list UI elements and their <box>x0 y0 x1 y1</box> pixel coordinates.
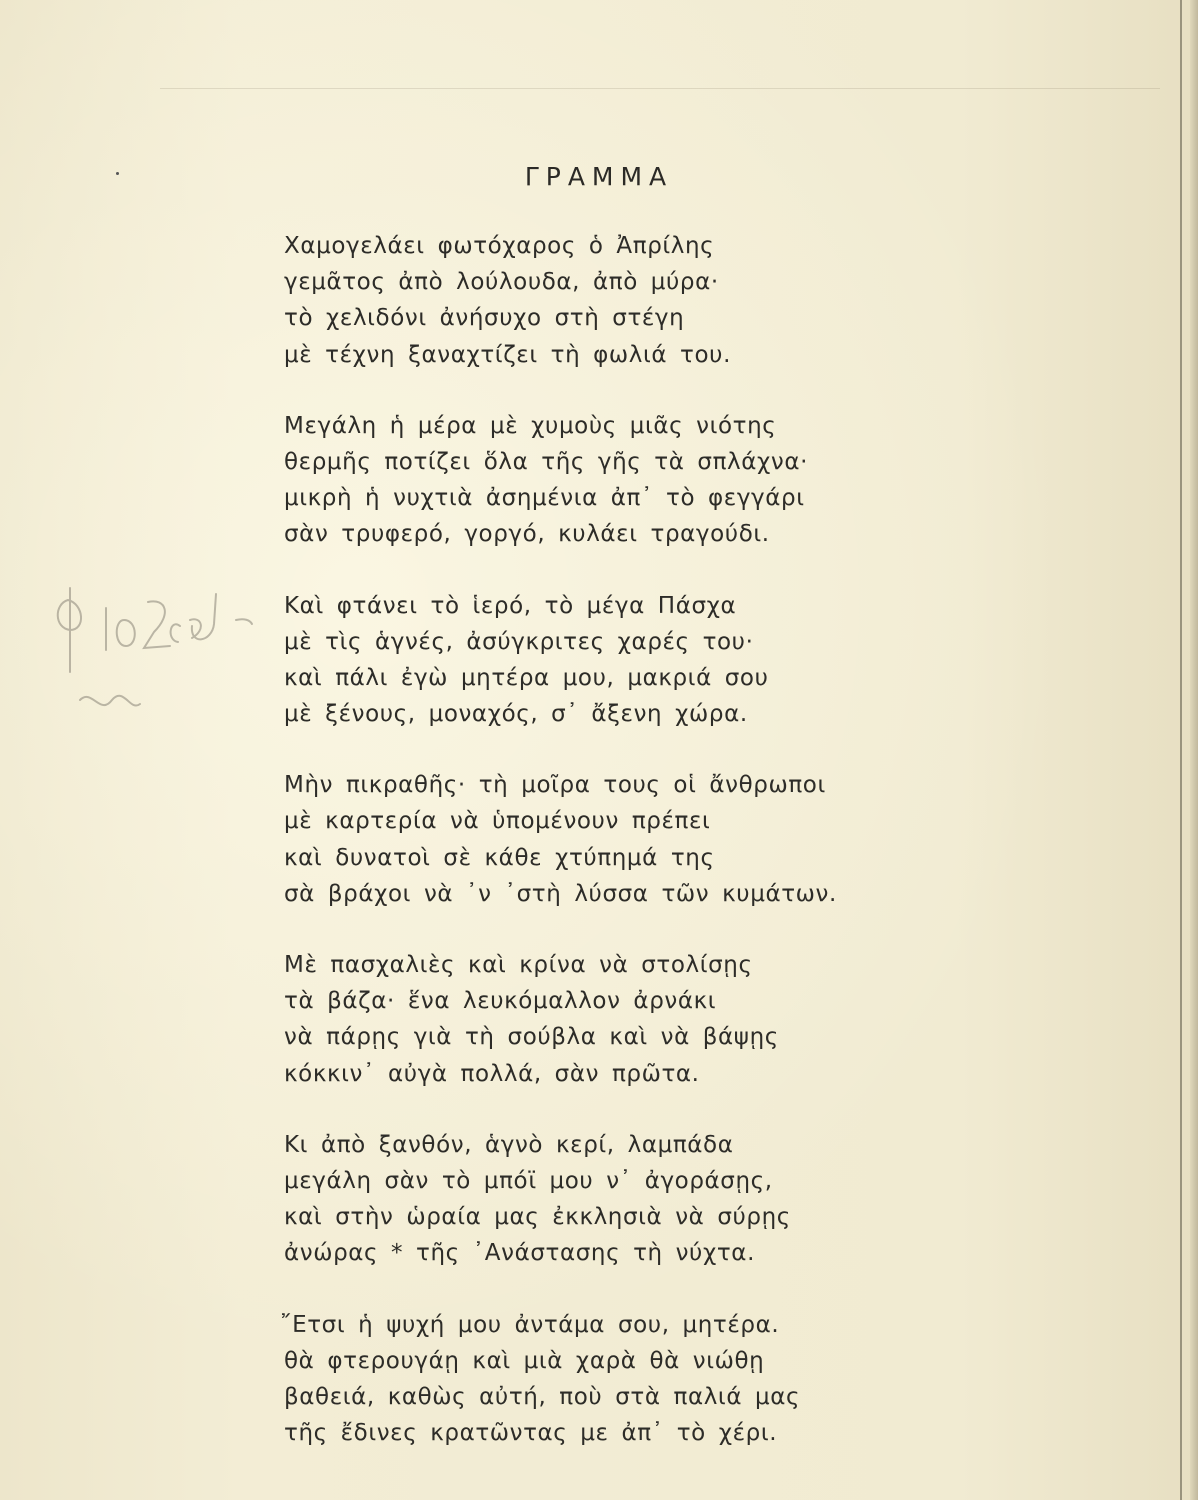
poem-line: κόκκιν᾽ αὐγὰ πολλά, σὰν πρῶτα. <box>284 1060 700 1087</box>
poem-line: θὰ φτερουγάῃ καὶ μιὰ χαρὰ θὰ νιώθῃ <box>284 1347 765 1374</box>
pencil-scribble-icon <box>40 580 290 740</box>
poem-line: τὸ χελιδόνι ἀνήσυχο στὴ στέγη <box>284 305 685 332</box>
poem-line: Μὴν πικραθῆς· τὴ μοῖρα τους οἱ ἄνθρωποι <box>284 772 826 799</box>
poem-line: βαθειά, καθὼς αὐτή, ποὺ στὰ παλιά μας <box>284 1383 801 1410</box>
poem-line: ῎Ετσι ἡ ψυχή μου ἀντάμα σου, μητέρα. <box>280 1311 780 1338</box>
poem-line: μεγάλη σὰν τὸ μπόϊ μου ν᾽ ἀγοράσῃς, <box>284 1167 773 1194</box>
poem-line: μὲ ξένους, μοναχός, σ᾽ ἄξενη χώρα. <box>284 701 748 728</box>
stanza <box>284 588 924 733</box>
poem-line: τὰ βάζα· ἕνα λευκόμαλλον ἀρνάκι <box>284 988 717 1015</box>
poem-line: καὶ δυνατοὶ σὲ κάθε χτύπημά της <box>284 844 715 871</box>
stanza <box>284 947 924 1092</box>
poem-title: ΓΡΑΜΜΑ <box>524 162 674 191</box>
poem-line: θερμῆς ποτίζει ὅλα τῆς γῆς τὰ σπλάχνα· <box>284 448 809 475</box>
poem-line: σὰ βράχοι νὰ ᾽ν ᾽στὴ λύσσα τῶν κυμάτων. <box>284 880 837 907</box>
poem-line: μὲ καρτερία νὰ ὑπομένουν πρέπει <box>284 808 711 835</box>
stanza <box>284 228 924 373</box>
stanza <box>284 408 924 553</box>
poem-line: σὰν τρυφερό, γοργό, κυλάει τραγούδι. <box>284 521 770 548</box>
poem-line: μικρὴ ἡ νυχτιὰ ἀσημένια ἀπ᾽ τὸ φεγγάρι <box>284 485 805 512</box>
poem-line: Μεγάλη ἡ μέρα μὲ χυμοὺς μιᾶς νιότης <box>284 412 777 439</box>
stanza <box>280 1307 924 1452</box>
stanza <box>284 1127 924 1272</box>
stanza <box>284 767 924 912</box>
poem-line: Χαμογελάει φωτόχαρος ὁ Ἀπρίλης <box>284 233 715 259</box>
page-edge-line <box>1180 0 1182 1500</box>
poem-line: Μὲ πασχαλιὲς καὶ κρίνα νὰ στολίσῃς <box>284 952 753 978</box>
poem-line: μὲ τὶς ἁγνές, ἀσύγκριτες χαρές του· <box>284 628 754 655</box>
poem-line: καὶ στὴν ὡραία μας ἐκκλησιὰ νὰ σύρῃς <box>284 1204 791 1231</box>
poem-line: καὶ πάλι ἐγὼ μητέρα μου, μακριά σου <box>284 664 769 691</box>
poem-body <box>280 228 924 1486</box>
poem-line: τῆς ἔδινες κρατῶντας με ἀπ᾽ τὸ χέρι. <box>284 1420 778 1447</box>
bleed-through-header <box>160 58 1160 89</box>
page-edge-shadow <box>1190 0 1198 1500</box>
poem-line: γεμᾶτος ἀπὸ λούλουδα, ἀπὸ μύρα· <box>284 269 719 296</box>
poem-line: Κι ἀπὸ ξανθόν, ἁγνὸ κερί, λαμπάδα <box>284 1131 734 1158</box>
poem-line: μὲ τέχνη ξαναχτίζει τὴ φωλιά του. <box>284 341 731 368</box>
poem-line: ἀνώρας * τῆς ᾽Ανάστασης τὴ νύχτα. <box>284 1240 755 1267</box>
poem-line: νὰ πάρῃς γιὰ τὴ σούβλα καὶ νὰ βάψῃς <box>284 1024 779 1051</box>
poem-line: Καὶ φτάνει τὸ ἱερό, τὸ μέγα Πάσχα <box>284 592 737 619</box>
